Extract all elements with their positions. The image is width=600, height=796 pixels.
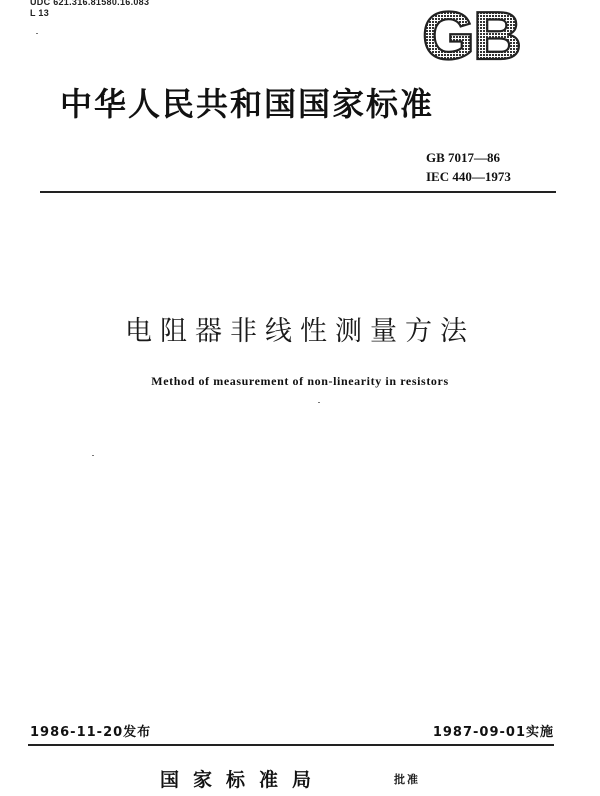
standard-number: GB 7017—86 xyxy=(426,150,501,165)
approving-body: 国家标准局 xyxy=(160,769,326,791)
standard-number-block xyxy=(426,148,511,186)
footer-divider xyxy=(28,744,554,746)
equivalent-standard: IEC 440—1973 xyxy=(426,169,511,184)
gb-logo-text: GB xyxy=(422,3,520,65)
issue-date: 1986-11-20发布 xyxy=(30,725,152,740)
udc-code: UDC 621.316.81580.16.083 xyxy=(30,0,150,7)
scan-speck xyxy=(318,402,320,403)
national-standard-title: 中华人民共和国国家标准 xyxy=(60,85,435,123)
document-title-english: Method of measurement of non-linearity in resistors xyxy=(151,374,449,388)
header-divider xyxy=(40,191,556,193)
implementation-date: 1987-09-01实施 xyxy=(432,725,554,740)
document-header-codes xyxy=(30,0,149,19)
gb-logo xyxy=(408,3,534,65)
classification-code: L 13 xyxy=(30,8,50,18)
scan-speck xyxy=(92,455,94,456)
approval-label: 批准 xyxy=(394,773,420,786)
document-title-chinese: 电阻器非线性测量方法 xyxy=(125,316,475,347)
scan-speck xyxy=(36,33,38,34)
